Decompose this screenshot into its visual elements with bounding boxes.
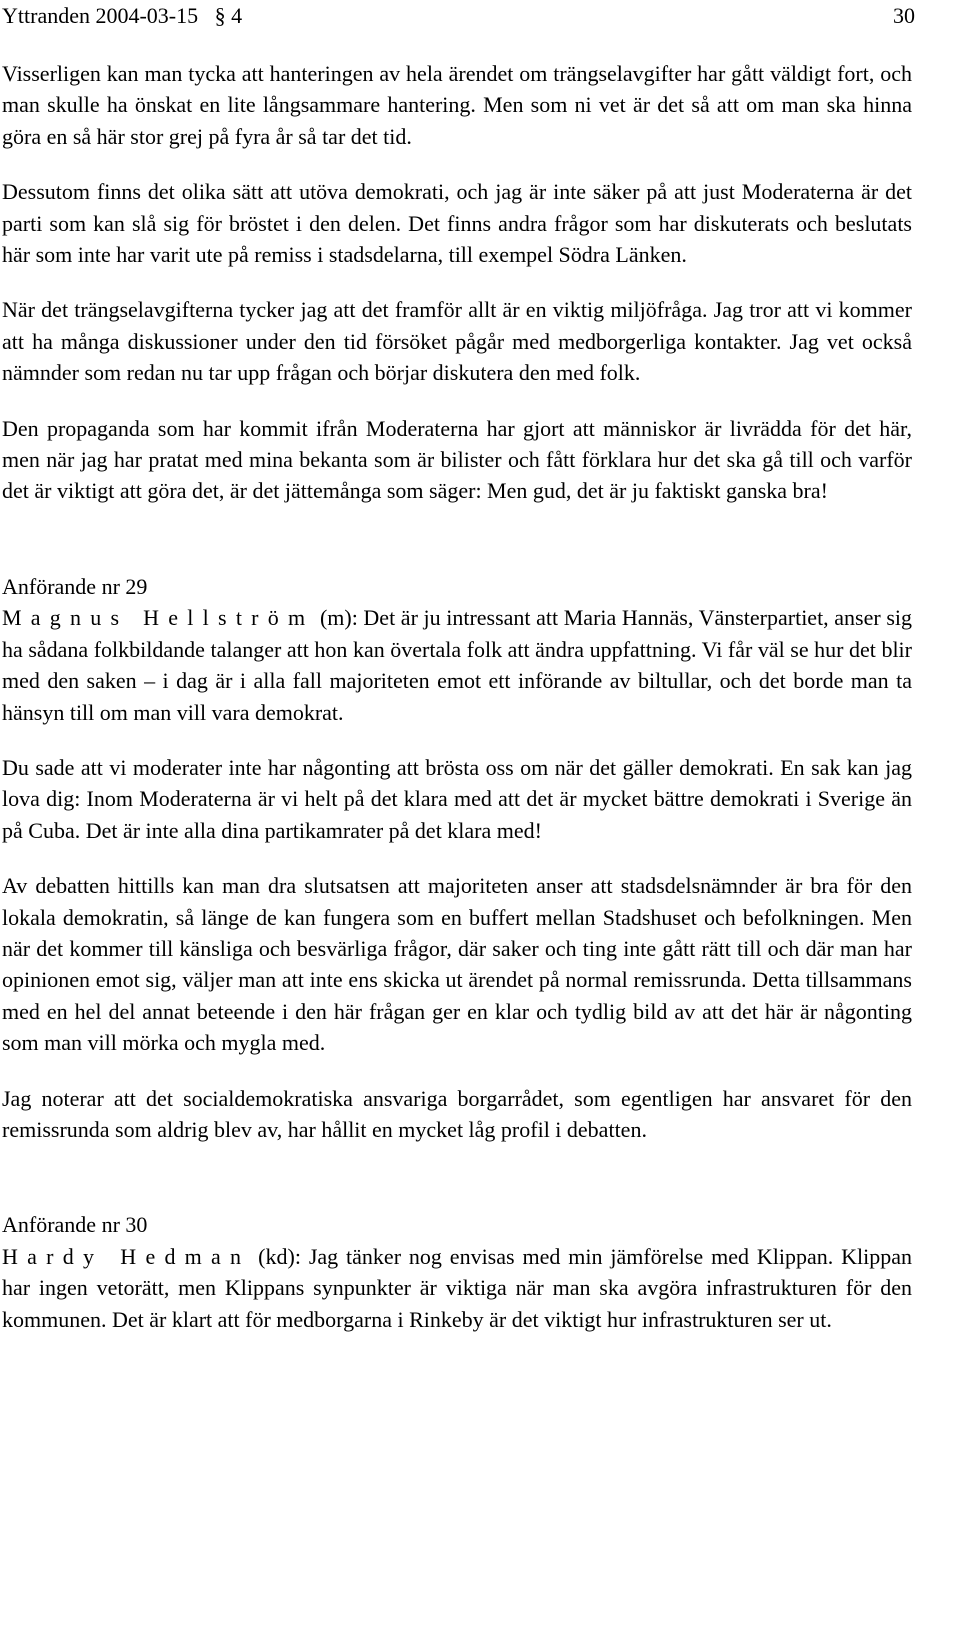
speech-opening-paragraph [2,1241,912,1335]
document-body [2,58,912,1359]
speech-heading: Anförande nr 30 [2,1212,148,1238]
paragraph: Du sade att vi moderater inte har någonting att brösta oss om när det gäller demokrati. En sak kan jag lova dig: Inom Moderaterna är vi helt på det klara med att det är mycket bättre demokrati i Sverige än på Cuba. Det är inte alla dina partikamrater på det klara med! [2,754,912,843]
paragraph: Visserligen kan man tycka att hanteringen av hela ärendet om trängselavgifter har gått väldigt fort, och man skulle ha önskat en lite långsammare hantering. Men som ni vet är det så att om man ska hinna göra en så här stor grej på fyra år så tar det tid. [2,61,912,149]
speaker-name: Magnus Hellström [2,605,315,631]
header-section: § 4 [214,3,243,28]
speaker-name: Hardy Hedman [2,1243,251,1269]
speech-text: (m): Det är ju intressant att Maria Hannäs, Vänsterpartiet, anser sig ha sådana folkbildande talanger att hon kan övertala folk att ändra uppfattning. Vi får väl se hur det blir med den saken – i dag är i alla fall majoriteten emot ett införande av biltullar, och det borde man ta hänsyn till om man vill vara demokrat. [2,605,912,725]
paragraph: Jag noterar att det socialdemokratiska ansvariga borgarrådet, som egentligen har ansvaret för den remissrunda som aldrig blev av, har hållit en mycket låg profil i debatten. [2,1085,912,1142]
speech-30 [2,1209,912,1335]
paragraph: Av debatten hittills kan man dra slutsatsen att majoriteten anser att stadsdelsnämnder är bra för den lokala demokratin, så länge de kan fungera som en buffert mellan Stadshuset och befolkningen. Men när det kommer till känsliga och besvärliga frågor, där saker och ting inte gått rätt till och där man har opinionen emot sig, väljer man att inte ens skicka ut ärendet på normal remissrunda. Detta tillsammans med en hel del annat beteende i den här frågan ger en klar och tydlig bild av att det här är någonting som man vill mörka och mygla med. [2,873,912,1056]
header-date: Yttranden 2004-03-15 [2,3,199,28]
paragraph: Den propaganda som har kommit ifrån Moderaterna har gjort att människor är livrädda för det här, men när jag har pratat med mina bekanta som är bilister och fått förklara hur det ska gå till och varför det är viktigt att göra det, är det jättemånga som säger: Men gud, det är ju faktiskt ganska bra! [2,415,912,504]
speech-29 [2,571,912,1146]
page-header [2,0,960,31]
paragraph: När det trängselavgifterna tycker jag att det framför allt är en viktig miljöfråga. Jag tror att vi kommer att ha många diskussioner under den tid försöket pågår med medborgerliga kontakter. Jag vet också nämnder som redan nu tar upp frågan och börjar diskutera den med folk. [2,297,912,386]
speech-text: (kd): Jag tänker nog envisas med min jämförelse med Klippan. Klippan har ingen vetorätt, men Klippans synpunkter är viktiga när man ska avgöra infrastrukturen för den kommunen. Det är klart att för medborgarna i Rinkeby är det viktigt hur infrastrukturen ser ut. [2,1243,912,1332]
spacer [2,531,912,571]
speech-opening-paragraph [2,602,912,728]
page-number: 30 [893,3,915,28]
spacer [2,1169,912,1209]
speech-heading: Anförande nr 29 [2,573,148,599]
paragraph: Dessutom finns det olika sätt att utöva demokrati, och jag är inte säker på att just Moderaterna är det parti som kan slå sig för bröstet i den delen. Det finns andra frågor som har diskuterats och beslutats här som inte har varit ute på remiss i stadsdelarna, till exempel Södra Länken. [2,179,912,268]
header-left [2,0,242,31]
